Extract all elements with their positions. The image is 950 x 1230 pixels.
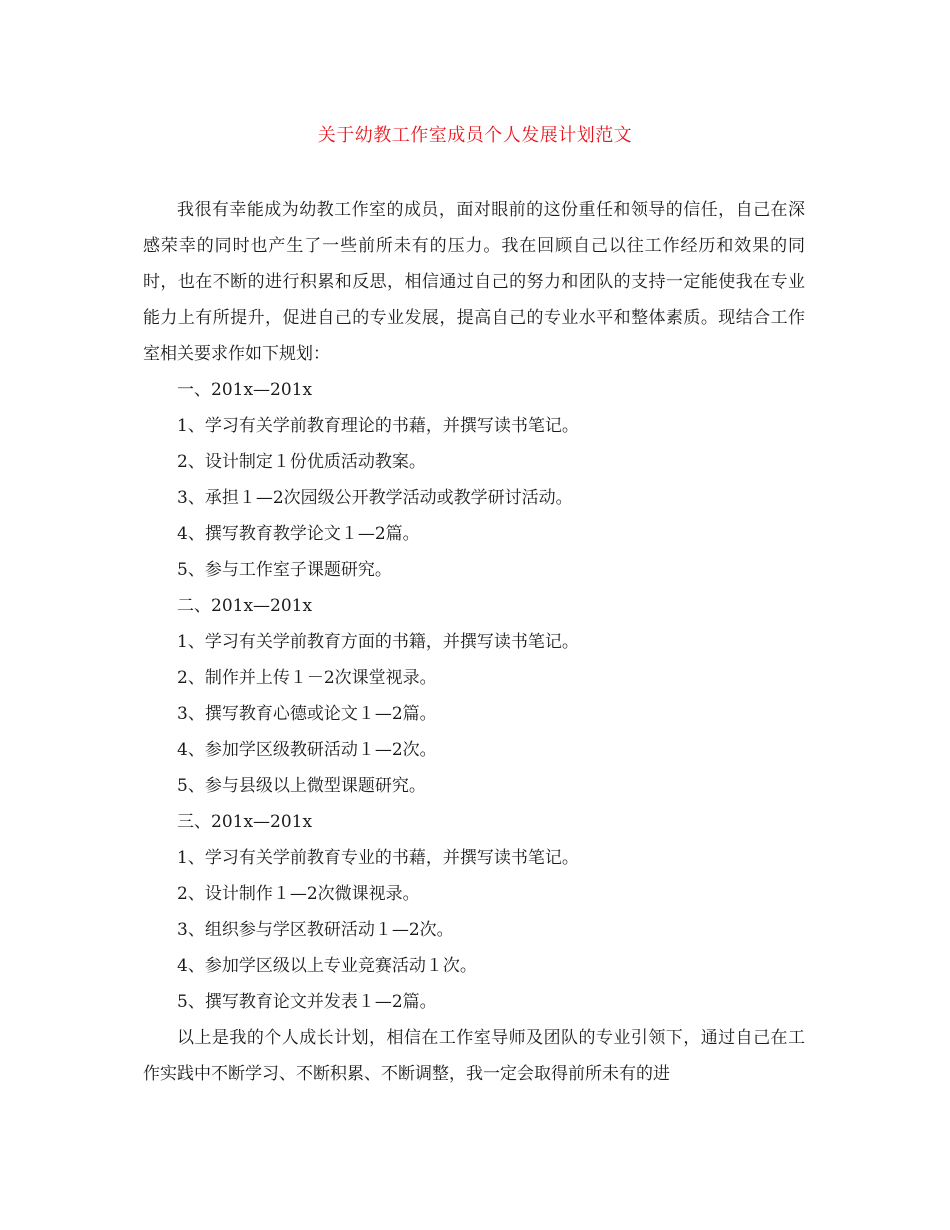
- list-item: 1、学习有关学前教育方面的书籍，并撰写读书笔记。: [177, 632, 579, 652]
- document-title: 关于幼教工作室成员个人发展计划范文: [317, 125, 633, 146]
- list-item: 5、参与县级以上微型课题研究。: [177, 776, 426, 796]
- section-heading-3: 三、201x—201x: [177, 812, 313, 832]
- list-item: 1、学习有关学前教育专业的书藉，并撰写读书笔记。: [177, 848, 579, 868]
- intro-paragraph: 我很有幸能成为幼教工作室的成员，面对眼前的这份重任和领导的信任，自己在深感荣幸的同时也产生了一些前所未有的压力。我在回顾自己以往工作经历和效果的同时，也在不断的进行积累和反思，相信通过自己的努力和团队的支持一定能使我在专业能力上有所提升，促进自己的专业发展，提高自己的专业水平和整体素质。现结合工作室相关要求作如下规划：: [143, 200, 805, 364]
- list-item: 4、参加学区级教研活动１—2次。: [177, 740, 437, 760]
- list-item: 3、承担１—2次园级公开教学活动或教学研讨活动。: [177, 488, 573, 508]
- section-heading-1: 一、201x—201x: [177, 380, 313, 400]
- list-item: 4、撰写教育教学论文１—2篇。: [177, 524, 420, 544]
- list-item: 2、设计制定１份优质活动教案。: [177, 452, 426, 472]
- list-item: 5、参与工作室子课题研究。: [177, 560, 392, 580]
- list-item: 5、撰写教育论文并发表１—2篇。: [177, 992, 437, 1012]
- list-item: 2、制作并上传１－2次课堂视录。: [177, 668, 437, 688]
- document-body: [143, 192, 805, 1092]
- list-item: 1、学习有关学前教育理论的书藉，并撰写读书笔记。: [177, 416, 579, 436]
- list-item: 2、设计制作１—2次微课视录。: [177, 884, 420, 904]
- list-item: 3、组织参与学区教研活动１—2次。: [177, 920, 454, 940]
- list-item: 3、撰写教育心德或论文１—2篇。: [177, 704, 437, 724]
- list-item: 4、参加学区级以上专业竞赛活动１次。: [177, 956, 477, 976]
- section-heading-2: 二、201x—201x: [177, 596, 313, 616]
- closing-paragraph: 以上是我的个人成长计划，相信在工作室导师及团队的专业引领下，通过自己在工作实践中不断学习、不断积累、不断调整，我一定会取得前所未有的进: [143, 1028, 805, 1084]
